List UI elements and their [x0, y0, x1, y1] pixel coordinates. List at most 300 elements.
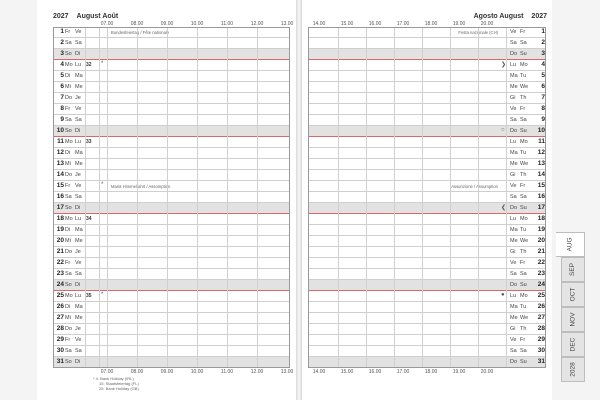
day-row — [308, 60, 546, 71]
time-label: 09.00 — [160, 21, 174, 27]
month-tab-2028[interactable] — [561, 357, 585, 382]
day-row — [53, 71, 290, 82]
time-label: 08.00 — [130, 21, 144, 27]
month-tab-nov[interactable] — [561, 307, 585, 332]
day-name-fr: Ve — [75, 105, 82, 112]
day-row — [53, 148, 290, 159]
day-name-en: Fr — [520, 28, 526, 35]
day-name-fr: Lu — [75, 292, 82, 299]
day-row — [308, 104, 546, 115]
day-name-fr: Ma — [75, 303, 83, 310]
day-number: 31 — [537, 358, 545, 365]
holiday-marker: * — [101, 182, 104, 188]
day-number: 7 — [541, 94, 545, 101]
day-name-en: Tu — [520, 149, 527, 156]
day-name-de: Mi — [65, 83, 71, 90]
time-label: 07.00 — [100, 21, 114, 27]
day-number: 16 — [56, 193, 64, 200]
day-name-fr: Sa — [75, 270, 82, 277]
holiday-note: Bundesfeiertag / Fête nationale — [111, 29, 170, 35]
day-name-fr: Sa — [75, 347, 82, 354]
week-number: 33 — [86, 139, 92, 145]
day-name-it: Sa — [510, 347, 517, 354]
day-name-en: Mo — [520, 292, 528, 299]
day-name-it: Gi — [510, 171, 516, 178]
day-number: 26 — [56, 303, 64, 310]
day-row — [53, 159, 290, 170]
grid-line — [137, 27, 138, 368]
day-name-en: Mo — [520, 138, 528, 145]
day-name-fr: Me — [75, 314, 83, 321]
day-row — [53, 335, 290, 346]
day-number: 24 — [537, 281, 545, 288]
day-number: 2 — [60, 39, 64, 46]
day-number: 18 — [56, 215, 64, 222]
grid-line — [478, 27, 479, 368]
day-name-fr: Ma — [75, 149, 83, 156]
day-name-en: Fr — [520, 336, 526, 343]
day-name-fr: Ve — [75, 182, 82, 189]
day-number: 7 — [60, 94, 64, 101]
day-row — [53, 181, 290, 192]
day-number: 6 — [60, 83, 64, 90]
day-name-it: Me — [510, 237, 518, 244]
day-row — [53, 346, 290, 357]
day-name-it: Me — [510, 83, 518, 90]
day-row — [53, 324, 290, 335]
day-number: 25 — [56, 292, 64, 299]
day-number: 3 — [541, 50, 545, 57]
day-name-de: Do — [65, 94, 73, 101]
day-number: 30 — [537, 347, 545, 354]
month-tab-label: NOV — [569, 312, 577, 327]
right-page — [302, 0, 552, 400]
day-name-de: Di — [65, 226, 71, 233]
day-name-de: Fr — [65, 336, 71, 343]
day-row — [308, 82, 546, 93]
time-label: 17.00 — [396, 369, 410, 375]
day-name-en: Sa — [520, 193, 527, 200]
day-name-de: Di — [65, 303, 71, 310]
day-number: 4 — [60, 61, 64, 68]
day-name-en: Tu — [520, 303, 527, 310]
day-number: 27 — [56, 314, 64, 321]
day-row — [308, 49, 546, 60]
time-label: 11.00 — [220, 21, 234, 27]
day-number: 9 — [60, 116, 64, 123]
left-day-grid — [53, 27, 290, 368]
day-row — [308, 71, 546, 82]
footnote-line: 25. Bank Holiday (GB) — [99, 386, 139, 391]
day-number: 1 — [541, 28, 545, 35]
day-name-fr: Di — [75, 204, 81, 211]
day-name-fr: Je — [75, 171, 81, 178]
day-row — [308, 148, 546, 159]
day-name-fr: Me — [75, 237, 83, 244]
day-name-fr: Je — [75, 248, 81, 255]
day-number: 20 — [537, 237, 545, 244]
day-name-en: We — [520, 160, 529, 167]
day-number: 28 — [56, 325, 64, 332]
time-label: 12.00 — [250, 369, 264, 375]
time-label: 13.00 — [280, 21, 294, 27]
day-name-en: Sa — [520, 270, 527, 277]
day-row — [308, 38, 546, 49]
day-name-de: Do — [65, 325, 73, 332]
day-name-de: Mo — [65, 215, 73, 222]
day-row — [308, 346, 546, 357]
right-month-it: Agosto — [473, 13, 498, 20]
day-number: 20 — [56, 237, 64, 244]
day-number: 5 — [60, 72, 64, 79]
day-number: 3 — [60, 50, 64, 57]
day-number: 10 — [537, 127, 545, 134]
day-name-de: Fr — [65, 28, 71, 35]
day-name-it: Me — [510, 314, 518, 321]
day-name-de: Mi — [65, 314, 71, 321]
day-number: 1 — [60, 28, 64, 35]
day-name-en: Th — [520, 248, 527, 255]
day-name-de: Sa — [65, 39, 72, 46]
day-row — [53, 49, 290, 60]
day-number: 18 — [537, 215, 545, 222]
day-number: 19 — [537, 226, 545, 233]
day-name-en: Su — [520, 281, 527, 288]
time-label: 12.00 — [250, 21, 264, 27]
day-row — [308, 269, 546, 280]
grid-line — [107, 27, 108, 368]
month-tab-label: SEP — [569, 262, 577, 277]
day-row — [308, 280, 546, 291]
day-name-en: Th — [520, 171, 527, 178]
day-name-fr: Me — [75, 83, 83, 90]
day-number: 23 — [56, 270, 64, 277]
day-name-de: So — [65, 204, 72, 211]
day-name-en: Fr — [520, 105, 526, 112]
day-name-it: Ve — [510, 182, 517, 189]
time-label: 20.00 — [480, 369, 494, 375]
left-year: 2027 — [53, 13, 69, 20]
day-row — [308, 258, 546, 269]
day-name-fr: Je — [75, 325, 81, 332]
day-name-fr: Sa — [75, 39, 82, 46]
day-row — [308, 313, 546, 324]
day-name-fr: Ve — [75, 28, 82, 35]
day-name-en: Su — [520, 358, 527, 365]
time-label: 07.00 — [100, 369, 114, 375]
day-name-it: Do — [510, 358, 518, 365]
day-row — [308, 302, 546, 313]
day-name-it: Gi — [510, 94, 516, 101]
day-name-de: Sa — [65, 193, 72, 200]
holiday-note: Mariä Himmelfahrt / Assomption — [111, 183, 171, 189]
grid-line — [257, 27, 258, 368]
day-name-de: Do — [65, 248, 73, 255]
day-name-en: Fr — [520, 259, 526, 266]
time-label: 10.00 — [190, 21, 204, 27]
grid-line — [422, 27, 423, 368]
month-tab-dec[interactable] — [561, 332, 585, 357]
left-header — [53, 13, 118, 20]
day-number: 14 — [537, 171, 545, 178]
day-number: 8 — [60, 105, 64, 112]
day-number: 23 — [537, 270, 545, 277]
holiday-note: Festa nazionale (CH) — [458, 29, 498, 35]
day-number: 15 — [56, 182, 64, 189]
day-row — [308, 192, 546, 203]
moon-phase-marker: ● — [501, 292, 505, 298]
holiday-footnotes — [93, 376, 139, 391]
right-year: 2027 — [531, 13, 547, 20]
day-row — [308, 291, 546, 302]
day-row — [308, 137, 546, 148]
moon-phase-marker: ○ — [501, 127, 505, 133]
day-row — [308, 247, 546, 258]
day-row — [53, 27, 290, 38]
day-row — [53, 137, 290, 148]
day-name-fr: Di — [75, 127, 81, 134]
left-month-de: August — [76, 13, 101, 20]
day-number: 26 — [537, 303, 545, 310]
holiday-marker: * — [101, 61, 104, 67]
day-name-it: Lu — [510, 138, 517, 145]
day-name-de: Di — [65, 72, 71, 79]
day-row — [308, 126, 546, 137]
week-number: 35 — [86, 293, 92, 299]
day-row — [308, 335, 546, 346]
day-name-it: Ma — [510, 149, 518, 156]
day-name-fr: Ve — [75, 259, 82, 266]
right-header — [474, 13, 547, 20]
day-name-en: Th — [520, 325, 527, 332]
day-name-fr: Di — [75, 358, 81, 365]
day-number: 4 — [541, 61, 545, 68]
day-name-en: Mo — [520, 61, 528, 68]
day-number: 17 — [537, 204, 545, 211]
day-row — [308, 324, 546, 335]
day-row — [308, 236, 546, 247]
day-name-de: Fr — [65, 105, 71, 112]
day-row — [53, 313, 290, 324]
day-row — [53, 104, 290, 115]
day-row — [53, 236, 290, 247]
day-name-it: Ve — [510, 336, 517, 343]
day-name-fr: Sa — [75, 116, 82, 123]
day-number: 28 — [537, 325, 545, 332]
day-name-de: Sa — [65, 270, 72, 277]
day-name-de: Mo — [65, 138, 73, 145]
day-row — [308, 159, 546, 170]
month-tab-aug[interactable] — [556, 232, 585, 257]
month-tab-label: 2028 — [569, 362, 577, 377]
day-name-fr: Me — [75, 160, 83, 167]
day-name-it: Ma — [510, 226, 518, 233]
day-name-en: We — [520, 314, 529, 321]
time-label: 18.00 — [424, 369, 438, 375]
day-number: 11 — [57, 138, 64, 145]
day-number: 30 — [56, 347, 64, 354]
grid-line — [197, 27, 198, 368]
day-name-fr: Di — [75, 50, 81, 57]
day-number: 12 — [537, 149, 545, 156]
month-tab-label: AUG — [566, 237, 574, 252]
day-name-en: Sa — [520, 39, 527, 46]
month-tab-oct[interactable] — [561, 282, 585, 307]
day-name-it: Ve — [510, 259, 517, 266]
grid-line — [450, 27, 451, 368]
day-number: 15 — [537, 182, 545, 189]
day-name-en: Mo — [520, 215, 528, 222]
day-number: 10 — [56, 127, 64, 134]
day-name-de: So — [65, 281, 72, 288]
right-month-en: August — [499, 13, 524, 20]
day-row — [308, 214, 546, 225]
day-name-it: Do — [510, 204, 518, 211]
day-row — [308, 181, 546, 192]
day-number: 9 — [541, 116, 545, 123]
day-name-it: Lu — [510, 215, 517, 222]
time-label: 16.00 — [368, 369, 382, 375]
grid-line — [167, 27, 168, 368]
day-number: 2 — [541, 39, 545, 46]
day-name-it: Gi — [510, 325, 516, 332]
day-number: 31 — [56, 358, 64, 365]
day-number: 5 — [541, 72, 545, 79]
time-label: 08.00 — [130, 369, 144, 375]
day-number: 22 — [56, 259, 64, 266]
day-name-it: Do — [510, 127, 518, 134]
day-row — [308, 203, 546, 214]
day-name-it: Ma — [510, 303, 518, 310]
time-label: 13.00 — [280, 369, 294, 375]
day-name-it: Gi — [510, 248, 516, 255]
day-name-en: Sa — [520, 347, 527, 354]
day-row — [53, 38, 290, 49]
day-number: 12 — [56, 149, 64, 156]
day-name-de: Sa — [65, 116, 72, 123]
day-name-de: So — [65, 127, 72, 134]
day-name-en: Th — [520, 94, 527, 101]
day-name-de: Fr — [65, 259, 71, 266]
day-name-en: Su — [520, 127, 527, 134]
day-name-de: Fr — [65, 182, 71, 189]
day-number: 14 — [56, 171, 64, 178]
grid-line — [366, 27, 367, 368]
left-month-fr: Août — [102, 13, 119, 20]
grid-line — [394, 27, 395, 368]
day-row — [53, 258, 290, 269]
day-name-en: Fr — [520, 182, 526, 189]
time-label: 15.00 — [340, 369, 354, 375]
day-name-en: We — [520, 83, 529, 90]
day-name-fr: Lu — [75, 61, 82, 68]
holiday-note: Assunzione / Assumption — [451, 183, 498, 189]
day-number: 6 — [541, 83, 545, 90]
day-row — [308, 357, 546, 368]
grid-line — [85, 27, 86, 368]
day-name-de: Sa — [65, 347, 72, 354]
day-name-en: Sa — [520, 116, 527, 123]
day-row — [53, 225, 290, 236]
day-number: 13 — [56, 160, 64, 167]
time-label: 10.00 — [190, 369, 204, 375]
day-name-de: So — [65, 358, 72, 365]
day-row — [308, 225, 546, 236]
day-name-it: Lu — [510, 292, 517, 299]
day-number: 24 — [56, 281, 64, 288]
month-tab-label: OCT — [569, 287, 577, 302]
day-name-en: We — [520, 237, 529, 244]
moon-phase-marker: ❮ — [501, 205, 507, 211]
day-name-it: Lu — [510, 61, 517, 68]
day-name-en: Su — [520, 50, 527, 57]
footnote-line: 15. Staatsfeiertag (FL) — [99, 381, 139, 386]
right-time-scale-bottom — [302, 369, 552, 375]
month-tab-label: DEC — [569, 337, 577, 352]
day-name-de: So — [65, 50, 72, 57]
day-row — [53, 269, 290, 280]
month-tab-sep[interactable] — [561, 257, 585, 282]
day-row — [53, 126, 290, 137]
day-number: 21 — [537, 248, 545, 255]
moon-phase-marker: ❯ — [501, 62, 507, 68]
day-name-de: Mo — [65, 292, 73, 299]
day-name-it: Me — [510, 160, 518, 167]
time-label: 20.00 — [480, 21, 494, 27]
day-row — [308, 27, 546, 38]
day-name-de: Di — [65, 149, 71, 156]
day-name-fr: Di — [75, 281, 81, 288]
grid-line — [227, 27, 228, 368]
day-number: 29 — [537, 336, 545, 343]
week-number: 34 — [86, 216, 92, 222]
day-number: 25 — [537, 292, 545, 299]
right-day-grid — [308, 27, 546, 368]
day-name-fr: Je — [75, 94, 81, 101]
day-name-fr: Ma — [75, 226, 83, 233]
left-page — [37, 0, 296, 400]
time-label: 15.00 — [340, 21, 354, 27]
time-label: 19.00 — [452, 369, 466, 375]
day-name-de: Do — [65, 171, 73, 178]
day-row — [53, 357, 290, 368]
time-label: 09.00 — [160, 369, 174, 375]
time-label: 19.00 — [452, 21, 466, 27]
week-number: 32 — [86, 62, 92, 68]
grid-line — [338, 27, 339, 368]
day-number: 29 — [56, 336, 64, 343]
day-name-de: Mi — [65, 160, 71, 167]
time-label: 14.00 — [312, 369, 326, 375]
day-row — [53, 93, 290, 104]
day-name-it: Ma — [510, 72, 518, 79]
day-name-it: Do — [510, 50, 518, 57]
day-row — [53, 192, 290, 203]
day-row — [53, 291, 290, 302]
day-row — [53, 82, 290, 93]
day-number: 11 — [538, 138, 545, 145]
day-name-fr: Ve — [75, 336, 82, 343]
left-time-scale-bottom — [37, 369, 296, 375]
day-number: 27 — [537, 314, 545, 321]
day-name-fr: Sa — [75, 193, 82, 200]
holiday-marker: * — [101, 292, 104, 298]
day-row — [308, 170, 546, 181]
day-number: 22 — [537, 259, 545, 266]
grid-line — [506, 27, 507, 368]
day-name-de: Mo — [65, 61, 73, 68]
day-name-en: Tu — [520, 226, 527, 233]
